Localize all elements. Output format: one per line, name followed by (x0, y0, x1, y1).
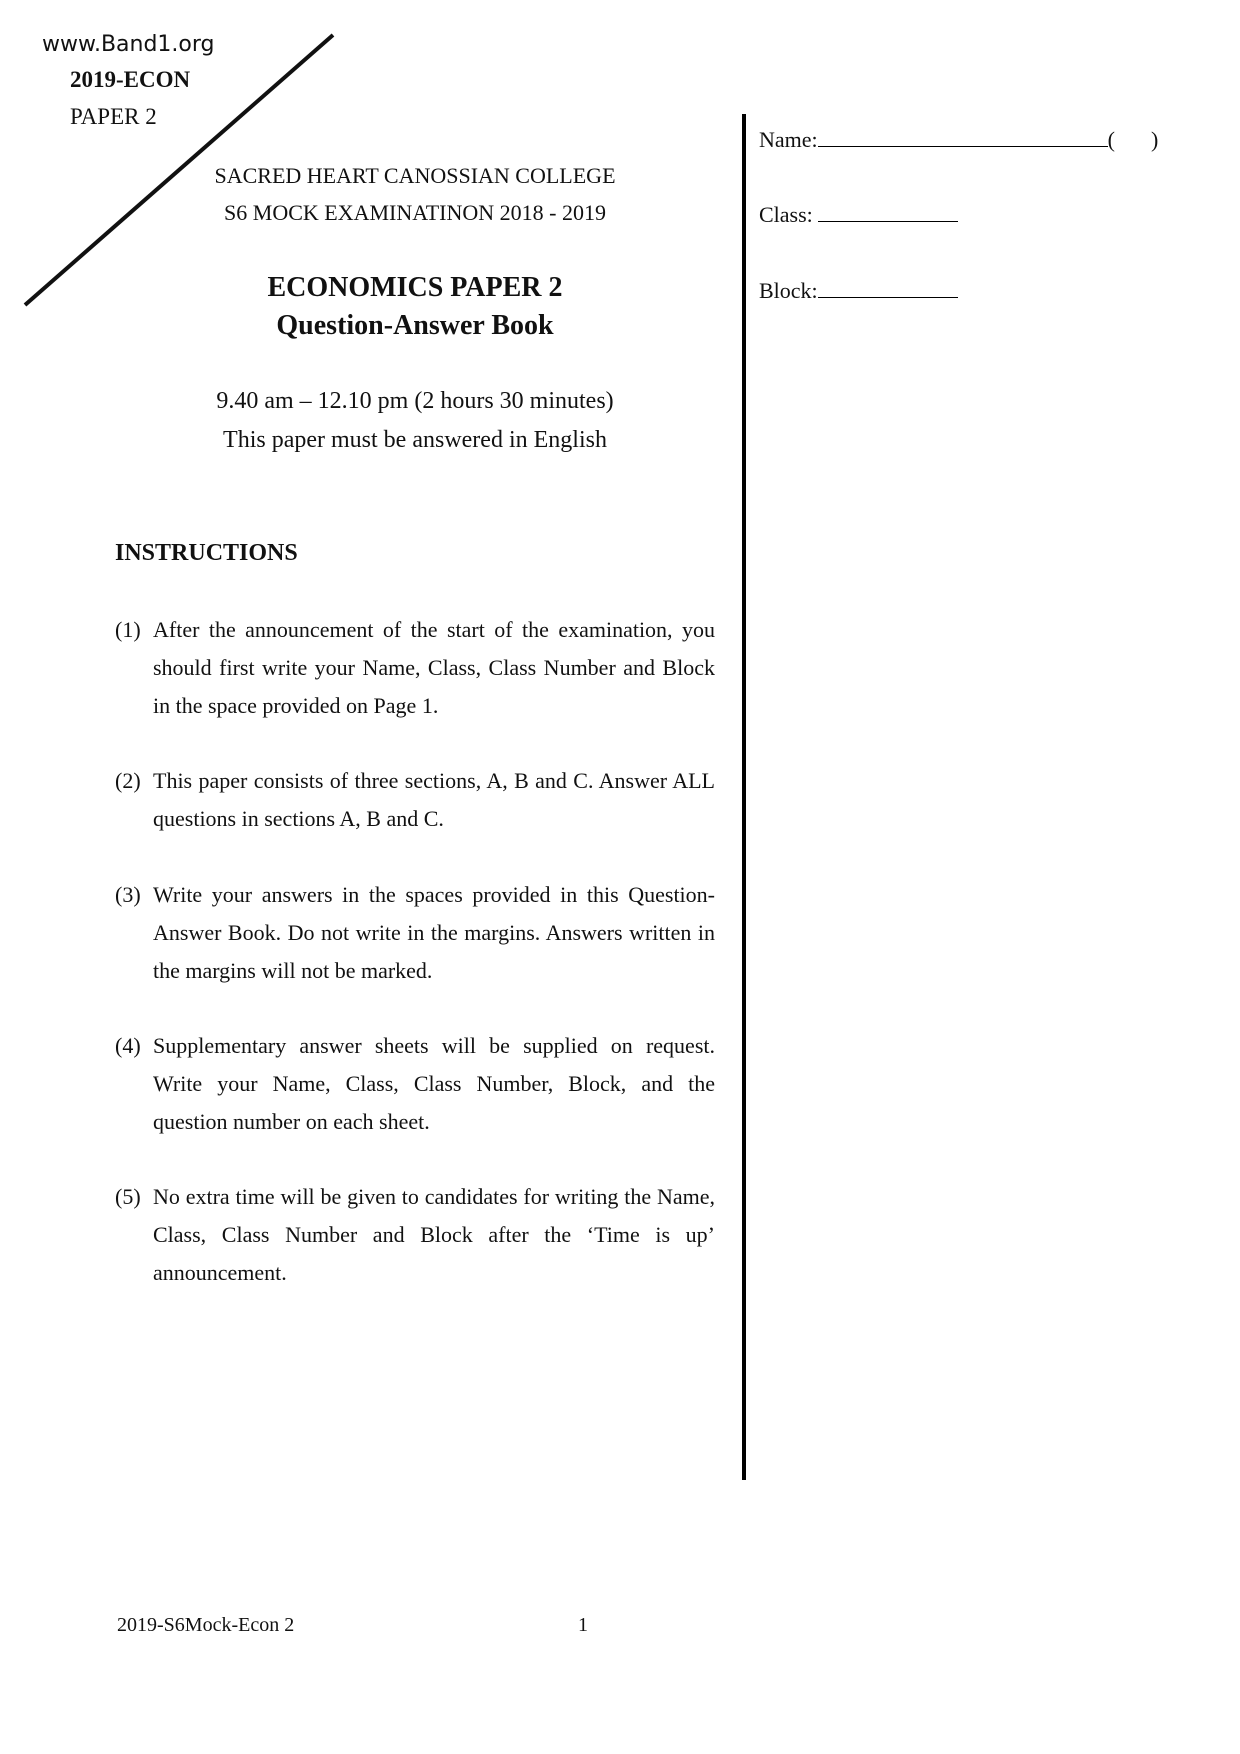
instructions-heading: INSTRUCTIONS (115, 540, 298, 566)
instruction-item (115, 1027, 715, 1140)
footer-code: 2019-S6Mock-Econ 2 (117, 1614, 295, 1636)
item-text: After the announcement of the start of the examination, you should first write your Name, Class, Class Number and Block in the space provided on Page 1. (153, 617, 715, 718)
paper-title: ECONOMICS PAPER 2 (267, 272, 563, 303)
item-number: (4) (115, 1033, 141, 1058)
name-label: Name: (759, 127, 818, 152)
item-text: Supplementary answer sheets will be supplied on request. Write your Name, Class, Class Number, Block, and the question number on each sheet. (153, 1033, 715, 1134)
item-text: Write your answers in the spaces provided in this Question-Answer Book. Do not write in the margins. Answers written in the margins will not be marked. (153, 882, 715, 983)
class-label: Class: (759, 202, 813, 227)
item-text: This paper consists of three sections, A, B and C. Answer ALL questions in sections A, B and C. (153, 768, 715, 831)
paper-subtitle: Question-Answer Book (276, 310, 554, 341)
class-input-line[interactable] (818, 201, 958, 222)
margin-divider (742, 114, 746, 1480)
page-number: 1 (578, 1614, 588, 1636)
item-number: (1) (115, 617, 141, 642)
language-note: This paper must be answered in English (223, 427, 607, 453)
paper-number: PAPER 2 (70, 104, 157, 129)
exam-time: 9.40 am – 12.10 pm (2 hours 30 minutes) (216, 388, 614, 414)
instruction-item (115, 762, 715, 838)
instruction-item (115, 876, 715, 989)
exam-name: S6 MOCK EXAMINATINON 2018 - 2019 (224, 200, 606, 225)
block-input-line[interactable] (818, 277, 958, 298)
name-input-line[interactable] (818, 126, 1108, 147)
item-number: (2) (115, 768, 141, 793)
instruction-item (115, 1178, 715, 1291)
class-field[interactable] (759, 201, 958, 228)
watermark-site: www.Band1.org (42, 32, 215, 57)
item-number: (5) (115, 1184, 141, 1209)
class-number-open: ( (1107, 127, 1115, 152)
item-number: (3) (115, 882, 141, 907)
block-field[interactable] (759, 277, 958, 304)
item-text: No extra time will be given to candidates for writing the Name, Class, Class Number and Block after the ‘Time is up’ announcement. (153, 1184, 715, 1285)
class-number-close: ) (1150, 127, 1159, 152)
block-label: Block: (759, 278, 818, 303)
instruction-item (115, 611, 715, 724)
subject-code: 2019-ECON (70, 67, 191, 92)
name-field[interactable] (759, 126, 1158, 153)
school-name: SACRED HEART CANOSSIAN COLLEGE (214, 163, 616, 188)
